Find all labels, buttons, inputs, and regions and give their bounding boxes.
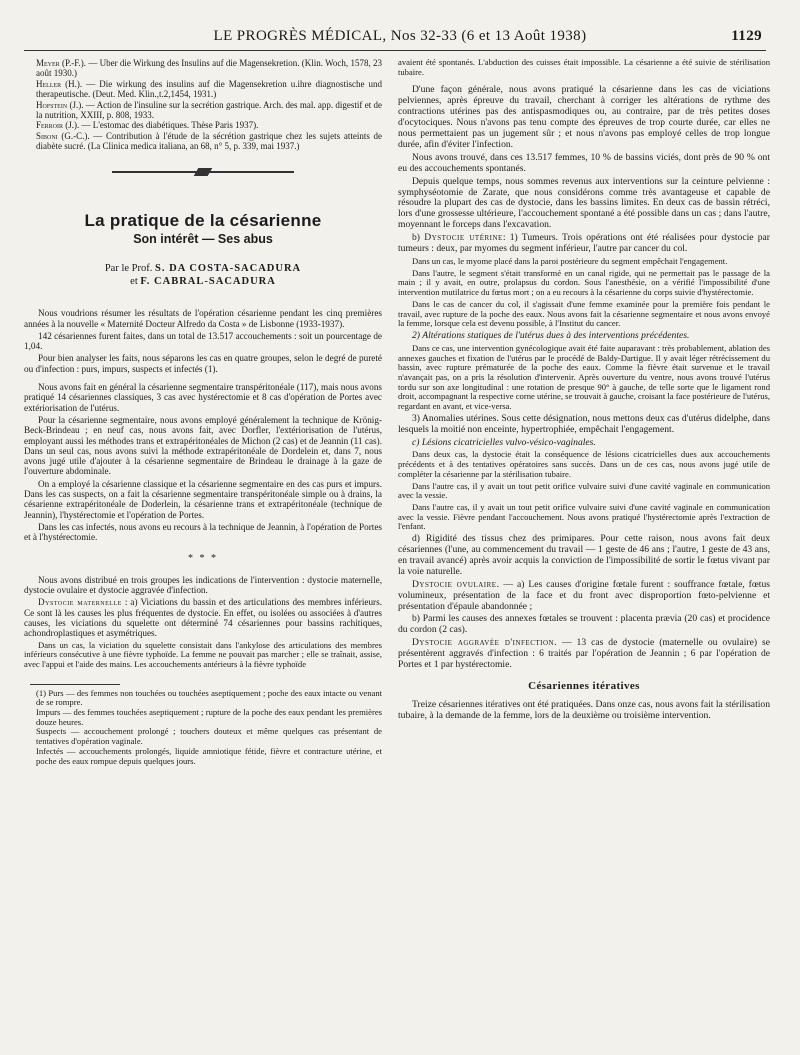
small-paragraph: Dans ce cas, une intervention gynécologique avait été faite auparavant : très probablement, ablation des annexes gauches et fixation de l'utérus par le procédé de Baldy-Dartigue. Il y avait léger rétrécissement du bassin, avec rupture prématurée de la poche des eaux. Comme la fièvre était survenue et le travail n'avançait pas, on a pris la résolution d'intervenir. Après ouverture du ventre, nous avons trouvé l'utérus tordu sur son axe longitudinal : une rotation de presque 90° à gauche, de telle sorte que le ligament rond droit, accompagnant la respective corne utérine, se trouvait à gauche, croisant la face postérieure de l'utérus, regardant en avant, et vice-versa. [398,342,770,412]
body-paragraph: Nous voudrions résumer les résultats de l'opération césarienne pendant les cinq premières années à la nouvelle « Maternité Docteur Alfredo da Costa » de Lisbonne (1933-1937). [24,308,382,329]
body-paragraph: Treize césariennes itératives ont été pratiquées. Dans onze cas, nous avons fait la stérilisation tubaire, à la demande de la femme, lors de la deuxième ou troisième intervention. [398,698,770,721]
reference-item: Hofstein (J.). — Action de l'insuline sur la secrétion gastrique. Arch. des mal. app. digestif et de la nutrition, XXIII, p. 808, 1933. [36,99,382,121]
small-paragraph: Dans l'autre cas, il y avait un tout petit orifice vulvaire suivi d'une cavité vaginale en communication avec la vessie. [398,480,770,501]
body-paragraph: Dystocie ovulaire. — a) Les causes d'origine fœtale furent : souffrance fœtale, fœtus volumineux, présentation de la face et du front avec disproportion fœto-pelvienne et présentation d'épaule abandonnée ; [398,578,770,612]
body-paragraph: 142 césariennes furent faites, dans un total de 13.517 accouchements : soit un pourcentage de 1,04. [24,330,382,352]
body-paragraph: Pour bien analyser les faits, nous séparons les cas en quatre groupes, selon le degré de pureté ou d'infection : purs, impurs, suspects et infectés (1). [24,353,382,374]
body-paragraph: Nous avons fait en général la césarienne segmentaire transpéritonéale (117), mais nous avons pratiqué 14 césariennes classiques, 3 cas avec hystérectomie et 8 cas d'opération de Portes avec extériorisation de l'utérus. [24,382,382,413]
body-paragraph: Dystocie aggravée d'infection. — 13 cas de dystocie (maternelle ou ovulaire) se présentèrent aggravés d'infection : 6 traités par l'opération de Jeannin ; 6 par l'opération de Portes et 1 par hystérectomie. [398,637,770,671]
small-paragraph: Dans l'autre, le segment s'était transformé en un canal rigide, qui ne permettait pas le passage de la main ; il y avait, en outre, prolapsus du cordon. Sous l'anesthésie, on a vérifié l'impossibilité d'une intervention mutilatrice du fœtus mort ; on a eu recours à la césarienne du corps suivie d'hystérectomie. [398,267,770,298]
small-paragraph: Dans l'autre cas, il y avait un tout petit orifice vulvaire suivi d'une cavité vaginale en communication avec la vessie. Fièvre pendant l'accouchement. Nous avons pratiqué l'hystérectomie après l'extraction de l'enfant. [398,501,770,532]
footnote: Suspects — accouchement prolongé ; touchers douteux et même quelques cas présentant de tentatives d'opération vaginale. [36,726,382,747]
footnote: Impurs — des femmes touchées aseptiquement ; rupture de la poche des eaux pendant les premières douze heures. [36,707,382,727]
body-paragraph: Nous avons trouvé, dans ces 13.517 femmes, 10 % de bassins viciés, dont près de 90 % ont eu des accouchements spontanés. [398,151,770,174]
subsection-head: Dystocie ovulaire. [412,578,500,590]
body-paragraph: 2) Altérations statiques de l'utérus dues à des interventions précédentes. [412,329,690,341]
subsection-head: Dystocie utérine [424,232,503,244]
reference-item: Heller (H.). — Die wirkung des insulins auf die Magensekretion u.ihre diagnostische und therapeutische. (Deut. Med. Klin.,t.2,1454, 1931.) [36,78,382,100]
header-rule [24,50,766,51]
small-paragraph: Dans un cas, le myome placé dans la paroi postérieure du segment empêchait l'engagement. [412,256,728,266]
body-paragraph: b) Parmi les causes des annexes fœtales se trouvent : placenta prævia (20 cas) et procidence du cordon (2 cas). [398,613,770,636]
section-ornament [24,168,382,176]
author-name: S. DA COSTA-SACADURA [155,263,302,275]
reference-item: Siboni (G.-C.). — Contribution à l'étude de la sécrétion gastrique chez les sujets atteints de diabète sucré. (La Clinica medica italiana, an 68, n° 5, p. 339, mai 1937.) [36,130,382,152]
body-paragraph: Dans les cas infectés, nous avons eu recours à la technique de Jeannin, à l'opération de Portes et à l'hystérectomie. [24,521,382,543]
body-paragraph: 3) Anomalies utérines. Sous cette désignation, nous mettons deux cas d'utérus didelphe, dans lesquels la moitié non enceinte, hypertrophiée, empêchait l'engagement. [398,412,770,435]
section-stars: * * * [188,553,218,565]
right-column [398,58,770,1043]
body-paragraph: Depuis quelque temps, nous sommes revenus aux interventions sur la ceinture pelvienne : symphyséotomie de Zarate, que nous considérons comme très avantageuse et capable de résoudre la plupart des cas de dystocie, dans les bassins limites. En deux cas de bassin rétréci, lors d'une grossesse ultérieure, l'accouchement spontané a été possible dans un cas ; dans l'autre, moyennant le forceps dans l'excavation. [398,175,770,231]
article-authors: Par le Prof. S. DA COSTA-SACADURA et F. CABRAL-SACADURA [104,263,302,288]
page-number: 1129 [731,28,762,44]
body-paragraph: c) Lésions cicatricielles vulvo-vésico-vaginales. [412,436,596,448]
small-paragraph: Dans un cas, la viciation du squelette consistait dans l'ankylose des articulations des membres inférieurs consécutive à une fièvre typhoïde. La femme ne pouvait pas marcher ; elle se traînait, assise, avec l'appui et l'aide des mains. Les accouchements antérieurs à la fièvre typhoïde [24,639,382,669]
page-header [38,28,762,48]
body-paragraph: Pour la césarienne segmentaire, nous avons employé généralement la technique de Krönig-Beck-Brindeau ; en neuf cas, nous avons fait, avec Dorfler, l'extériorisation de l'utérus, employant aussi les méthodes trans et extrapéritonéales de Michon (2 cas) et de Jeannin (11 cas). Dans un seul cas, nous avons suivi la méthode extrapéritonéale de Dordelein et, dans 7, nous avons jugé utile d'ajouter à la césarienne segmentaire de Brindeau le drainage à la gaze de l'ouverture abdominale. [24,414,382,477]
body-paragraph: Dystocie maternelle : a) Viciations du bassin et des articulations des membres inférieurs. Ce sont là les causes les plus fréquentes de dystocie. En effet, ou isolées ou associées à d'autres causes, les viciations du squelette ont déterminé 74 césariennes pour bassins rachitiques, achondroplastiques et asymétriques. [24,597,382,639]
small-paragraph: Dans le cas de cancer du col, il s'agissait d'une femme examinée pour la première fois pendant le travail, avec rupture de la poche des eaux. Nous avons fait la césarienne segmentaire et nous avons envoyé la femme, lorsque cela est devenu possible, à l'Institut du cancer. [398,298,770,329]
small-paragraph: avaient été spontanés. L'abduction des cuisses était impossible. La césarienne a été suivie de stérilisation tubaire. [398,58,770,77]
footnote-rule [30,684,120,685]
left-column [24,58,382,1043]
section-title: Césariennes itératives [528,679,640,692]
body-paragraph: D'une façon générale, nous avons pratiqué la césarienne dans les cas de viciations pelviennes, après épreuve du travail, cherchant à corriger les altérations de rythme des contractions utérines pas des antispasmodiques ou, au contraire, par de très petites doses d'ocytociques. Nous n'avons pas tenu compte des épreuves de trop courte durée, car elles ne nous permettaient pas un jugement sûr ; et nous n'avons pas employé celles de trop longue durée, afin d'éviter l'infection. [398,84,770,150]
reference-item: Ferroir (J.). — L'estomac des diabétiques. Thèse Paris 1937). [36,120,259,131]
reference-item: Meyer (P.-F.). — Uber die Wirkung des Insulins auf die Magensekretion. (Klin. Woch, 1578, 23 août 1930.) [36,58,382,79]
author-name: F. CABRAL-SACADURA [140,276,276,288]
article-subtitle: Son intérêt — Ses abus [133,231,273,246]
body-paragraph: b) Dystocie utérine: 1) Tumeurs. Trois opérations ont été réalisées pour dystocie par tumeurs : deux, par myomes du segment inférieur, l'autre par cancer du col. [398,232,770,255]
reference-list [24,58,382,152]
footnote: Infectés — accouchements prolongés, liquide amniotique fétide, fièvre et contracture utérine, et poche des eaux rompue depuis quelques jours. [36,745,382,766]
subsection-head: Dystocie maternelle [38,597,122,608]
article-title: La pratique de la césarienne [84,210,322,230]
footnote: (1) Purs — des femmes non touchées ou touchées aseptiquement ; poche des eaux intacte ou venant de se rompre. [36,687,382,708]
journal-title: LE PROGRÈS MÉDICAL, Nos 32-33 (6 et 13 Août 1938) [213,28,587,44]
subsection-head: Dystocie aggravée d'infection. [412,637,557,649]
small-paragraph: Dans deux cas, la dystocie était la conséquence de lésions cicatricielles dues aux accouchements précédents et à des tentatives opératoires sans succès. Dans un de ces cas, nous avons jugé utile de compléter la césarienne par la stérilisation tubaire. [398,449,770,479]
body-paragraph: d) Rigidité des tissus chez des primipares. Pour cette raison, nous avons fait deux césariennes (l'une, au commencement du travail — 1 geste de 46 ans ; l'autre, 1 geste de 43 ans, en travail avancé) après avoir acquis la conviction de l'impossibilité de sortir le fœtus vivant par la voie naturelle. [398,533,770,577]
body-paragraph: On a employé la césarienne classique et la césarienne segmentaire en des cas purs et impurs. Dans les cas suspects, on a fait la césarienne segmentaire transpéritonéale simple ou à drains, la césarienne extrapéritonéale de Doderlein, la césarienne trans et extrapéritonéale (technique de Jeannin), l'hystérectomie et l'opération de Portes. [24,478,382,520]
body-paragraph: Nous avons distribué en trois groupes les indications de l'intervention : dystocie maternelle, dystocie ovulaire et dystocie aggravée d'infection. [24,574,382,596]
